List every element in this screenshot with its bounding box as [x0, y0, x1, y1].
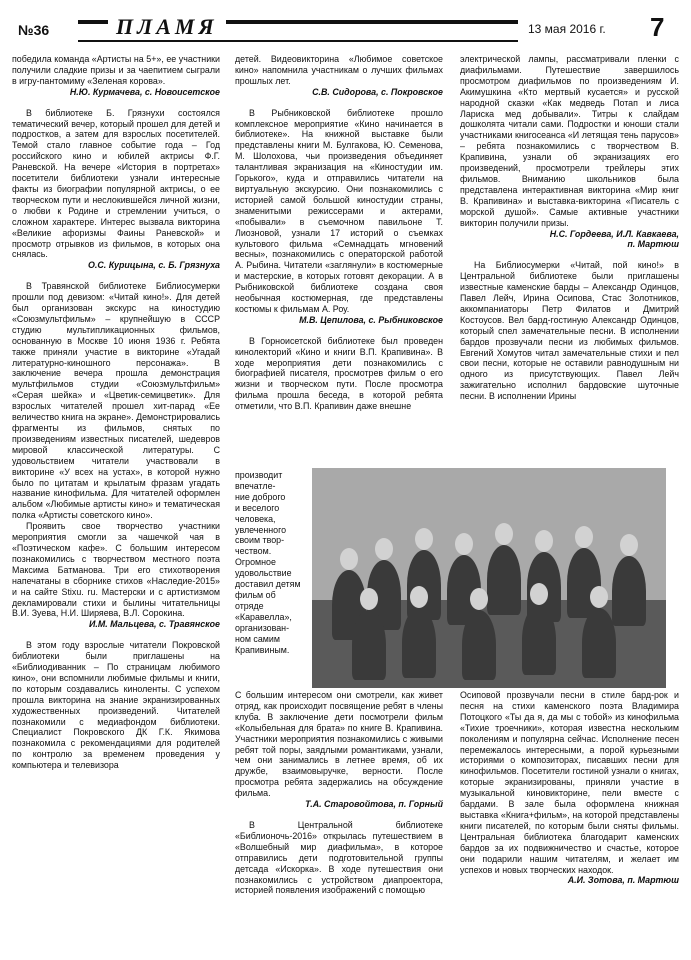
photo-side-line: своим твор-: [235, 535, 285, 546]
article-paragraph: детей. Видеовикторина «Любимое советское кино» напомнила участникам о лучших фильмах прошлых лет.: [235, 54, 443, 86]
column-3-bottom: [460, 690, 679, 886]
photo-side-line: удовольствие: [235, 568, 292, 579]
article-paragraph: Проявить свое творчество участники мероприятия смогли за чашечкой чая в «Поэтическом кафе». С большим интересом познакомились с творчеством местного поэта Максима Батманова. Три его стихотворения напечатаны в сборнике стихов «Наследие-2015» и на сайте Stixu. ru. Мастерски и с артистизмом декламировали стихи и былины читательницы В.И. Зуева, Н.И. Ширяева, В.Л. Сорокина.: [12, 521, 220, 619]
article-signature: Н.Ю. Курмачева, с. Новоисетское: [69, 86, 220, 97]
article-signature: М.В. Цепилова, с. Рыбниковское: [299, 314, 443, 325]
column-2: [235, 54, 443, 412]
photo-person-head: [530, 583, 548, 605]
page-header: [12, 12, 681, 44]
photo-person-head: [455, 533, 473, 555]
photo-side-line: и веселого: [235, 502, 280, 513]
photo-person-head: [495, 523, 513, 545]
photo-side-line: фильм об: [235, 589, 276, 600]
photo-side-line: организован-: [235, 622, 290, 633]
photo-person-head: [410, 586, 428, 608]
article-paragraph: Осиповой прозвучали песни в стиле бард-рок и песня на стихи каменского поэта Владимира Потоцкого «Ты да я, да мы с тобой» из кинофильма «Тихие троечники», которая известна нескольким поколениям и популярна сейчас. Исполнение песен перемежалось интересными, а порой курьезными историями о композиторах, писавших песни для кинофильмов. Посетители гостиной узнали о книгах, которые экранизированы, приняли участие в музыкальной киновикторине, пели вместе с бардами. В зале была оформлена книжная выставка «Книга+фильм», на которой представлены книги писателей, по которым были сняты фильмы. Центральная библиотека благодарит каменских бардов за их подвижничество и счастье, которое они подарили нашим читателям, и желает им успехов и новых творческих находок.: [460, 690, 679, 875]
newspaper-logo: ПЛАМЯ: [108, 16, 226, 38]
photo-person-head: [360, 588, 378, 610]
photo-person-head: [575, 526, 593, 548]
article-paragraph: В этом году взрослые читатели Покровской библиотеки были приглашены на «Библиодиванник – По страницам любимого кино», они вспомнили любимые фильмы и книги, по которым создавались киноленты. С успехом прошла викторина на знание экранизированных художественных произведений. Читателей познакомили с медиафондом библиотеки. Специалист Покровского ДК Г.К. Якимова познакомила с рекомендациями для родителей по контролю за временем проведения у компьютера и телевизора: [12, 640, 220, 771]
column-1: [12, 54, 220, 771]
photo-side-line: человека,: [235, 513, 276, 524]
photo-person: [582, 608, 616, 678]
issue-number: №36: [18, 22, 50, 38]
article-paragraph: В Рыбниковской библиотеке прошло комплексное мероприятие «Кино начинается в библиотеке». На книжной выставке были представлены книги М. Булгакова, Ю. Семенова, М. Шолохова, чьи произведения объединяет талантливая экранизация на «Киностудии им. Горького», куда и отправились читатели на виртуальную экскурсию. Они познакомились с историей самой большой киностудии страны, знаменитыми режиссерами и актерами, «побывали» в съемочном павильоне Т. Лиозновой, узнали 17 историй о съемках культового фильма «Семнадцать мгновений весны», познакомились с операторской работой А. Рыбина. Читатели «заглянули» в костюмерные и мастерские, в которых готовят декорации. А в Рыбниковской библиотеке создана своя необычная костюмерная, где представлены костюмы к фильмам А. Роу.: [235, 107, 443, 314]
photo-person: [352, 610, 386, 680]
photo-person-head: [620, 534, 638, 556]
article-paragraph: В Центральной библиотеке «Библионочь-2016» открылась путешествием в «Волшебный мир диафильма», в которое отправились дети подготовительной группы детсада «Искорка». В ходе путешествия они познакомились с устройством диапроектора, историей появления изображений с помощью: [235, 819, 443, 896]
photo-side-line: ние доброго: [235, 491, 286, 502]
photo-side-text: [235, 470, 311, 655]
photo-side-line: увлеченного: [235, 524, 287, 535]
photo-person-head: [375, 538, 393, 560]
article-signature: С.В. Сидорова, с. Покровское: [312, 86, 443, 97]
article-paragraph: победила команда «Артисты на 5+», ее участники получили сладкие призы и за чаепитием сыграли в игру-пантомиму «Зеленая корова».: [12, 54, 220, 86]
article-signature: А.И. Зотова, п. Мартюш: [567, 875, 679, 886]
page-number: 7: [650, 12, 665, 42]
article-signature: О.С. Курицына, с. Б. Грязнуха: [87, 260, 220, 271]
photo-person-head: [535, 530, 553, 552]
photo-person: [402, 608, 436, 678]
article-signature: Н.С. Гордеева, И.Л. Кавкаева,: [549, 228, 679, 239]
photo-side-line: производит: [235, 470, 283, 480]
photo-person-head: [470, 588, 488, 610]
issue-date: 13 мая 2016 г.: [528, 22, 606, 36]
photo-person-head: [590, 586, 608, 608]
photo-side-line: впечатле-: [235, 480, 276, 491]
photo-side-line: «Каравелла»,: [235, 611, 292, 622]
photo-side-line: чеством.: [235, 546, 272, 557]
article-paragraph: электрической лампы, рассматривали пленки с диафильмами. Путешествие завершилось просмотром диафильмов по произведениям И. Акимушкина «Кто мертвый кусается» и русской народной сказки «Как медведь Потап и лиса Лариска мед добывали». Титры к слайдам дошколята читали сами. Подростки и юноши стали участниками книгосеанса «И летящая тень парусов» – ребята познакомились с творчеством В. Крапивина, узнали об экранизациях его произведений, просмотрели трейлеры этих фильмов. Вниманию школьников была представлена интерактивная викторина «Мир книг В. Крапивина» и выставка-викторина «Писатель с морской душой». Самые активные участники викторин получили призы.: [460, 54, 679, 228]
article-paragraph: В Травянской библиотеке Библиосумерки прошли под девизом: «Читай кино!». Для детей был организован экскурс на киностудию «Союзмультфильм» – крупнейшую в СССР студию мультипликационных фильмов, основанную в Москве 10 июня 1936 г. Ребята также приняли участие в викторине «Угадай литературно-киношного персонажа». В заключение вечера прошла демонстрация мультфильмов студии «Союзмультфильм» «Серая шейка» и «Цветик-семицветик». Для взрослых читателей прошел хит-парад «Ее величество книга на экране». Демонстрировались фрагменты из фильмов, снятых по произведениям известных писателей, шедевров мировой классической литературы. С удовольствием читатели участвовали в викторине «У всех на устах», в которой нужно было по цитатам и крылатым фразам угадать название кинофильма. Для читателей оформлен альбом «Любимые артисты кино» и тематическая полка «Артисты советского кино».: [12, 281, 220, 521]
column-2-bottom: [235, 690, 443, 896]
photo-person: [462, 610, 496, 680]
photo-person-head: [415, 528, 433, 550]
photo-side-line: доставил детям: [235, 579, 301, 590]
article-signature: Т.А. Старовойтова, п. Горный: [305, 799, 443, 810]
article-signature: п. Мартюш: [627, 239, 679, 250]
group-photo: [312, 468, 666, 688]
photo-side-line: ном самим: [235, 633, 280, 644]
photo-person: [487, 545, 521, 615]
article-paragraph: В Горноисетской библиотеке был проведен кинолекторий «Кино и книги В.П. Крапивина». В ходе мероприятия дети познакомились с биографией писателя, просмотрев фильм о его жизни и творческом пути. После просмотра фильма прошла беседа, в которой ребята отметили, что В.П. Крапивин даже внешне: [235, 335, 443, 412]
column-3: [460, 54, 679, 402]
photo-side-line: Огромное: [235, 557, 276, 568]
photo-person-head: [340, 548, 358, 570]
photo-person: [522, 605, 556, 675]
article-paragraph: На Библиосумерки «Читай, пой кино!» в Центральной библиотеке были приглашены известные каменские барды – Александр Одинцов, Павел Лейч, Ирина Осипова, Стас Золотников, аккомпаниаторы Петр Филатов и Дмитрий Костоусов. Вел бард-гостиную Александр Одинцов, который спел замечательные песни. В исполнении бардов прозвучали песни из любимых фильмов. Евгений Хомутов читал замечательные стихи и пел свои песни, которые не оставили равнодушным ни одного из присутствующих. Павел Лейч зажигательно исполнил бардовские шуточные песни. В исполнении Ирины: [460, 260, 679, 402]
article-signature: И.М. Мальцева, с. Травянское: [89, 619, 220, 630]
photo-side-line: отряде: [235, 600, 264, 611]
photo-side-line: Крапивиным.: [235, 644, 290, 655]
article-paragraph: С большим интересом они смотрели, как живет отряд, как происходит посвящение ребят в члены клуба. В заключение дети посмотрели фильм «Колыбельная для брата» по книге В. Крапивина. Участники мероприятия познакомились с живыми ребят той поры, заядлыми романтиками, узнали, чем они занимались в летнее время, об их дружбе, взаимовыручке, верности. После просмотра ребята задержались на обсуждение фильма.: [235, 690, 443, 799]
article-paragraph: В библиотеке Б. Грязнухи состоялся тематический вечер, который прошел для детей и подростков, а затем для взрослых посетителей. Темой стало главное событие года – Год российского кино и юбилей актрисы Ф.Г. Раневской. На вечере «История в портретах» посетители библиотеки узнали интересные факты из биографии популярной актрисы, о ее творческом пути и неслокившейся личной жизни, о любви к Родине и стремлении учиться, о сложном характере. Интерес вызвала викторина «Великие афоризмы Фаины Раневской» и просмотр отрывков из фильмов, в которых она снялась.: [12, 107, 220, 260]
photo-person: [612, 556, 646, 626]
